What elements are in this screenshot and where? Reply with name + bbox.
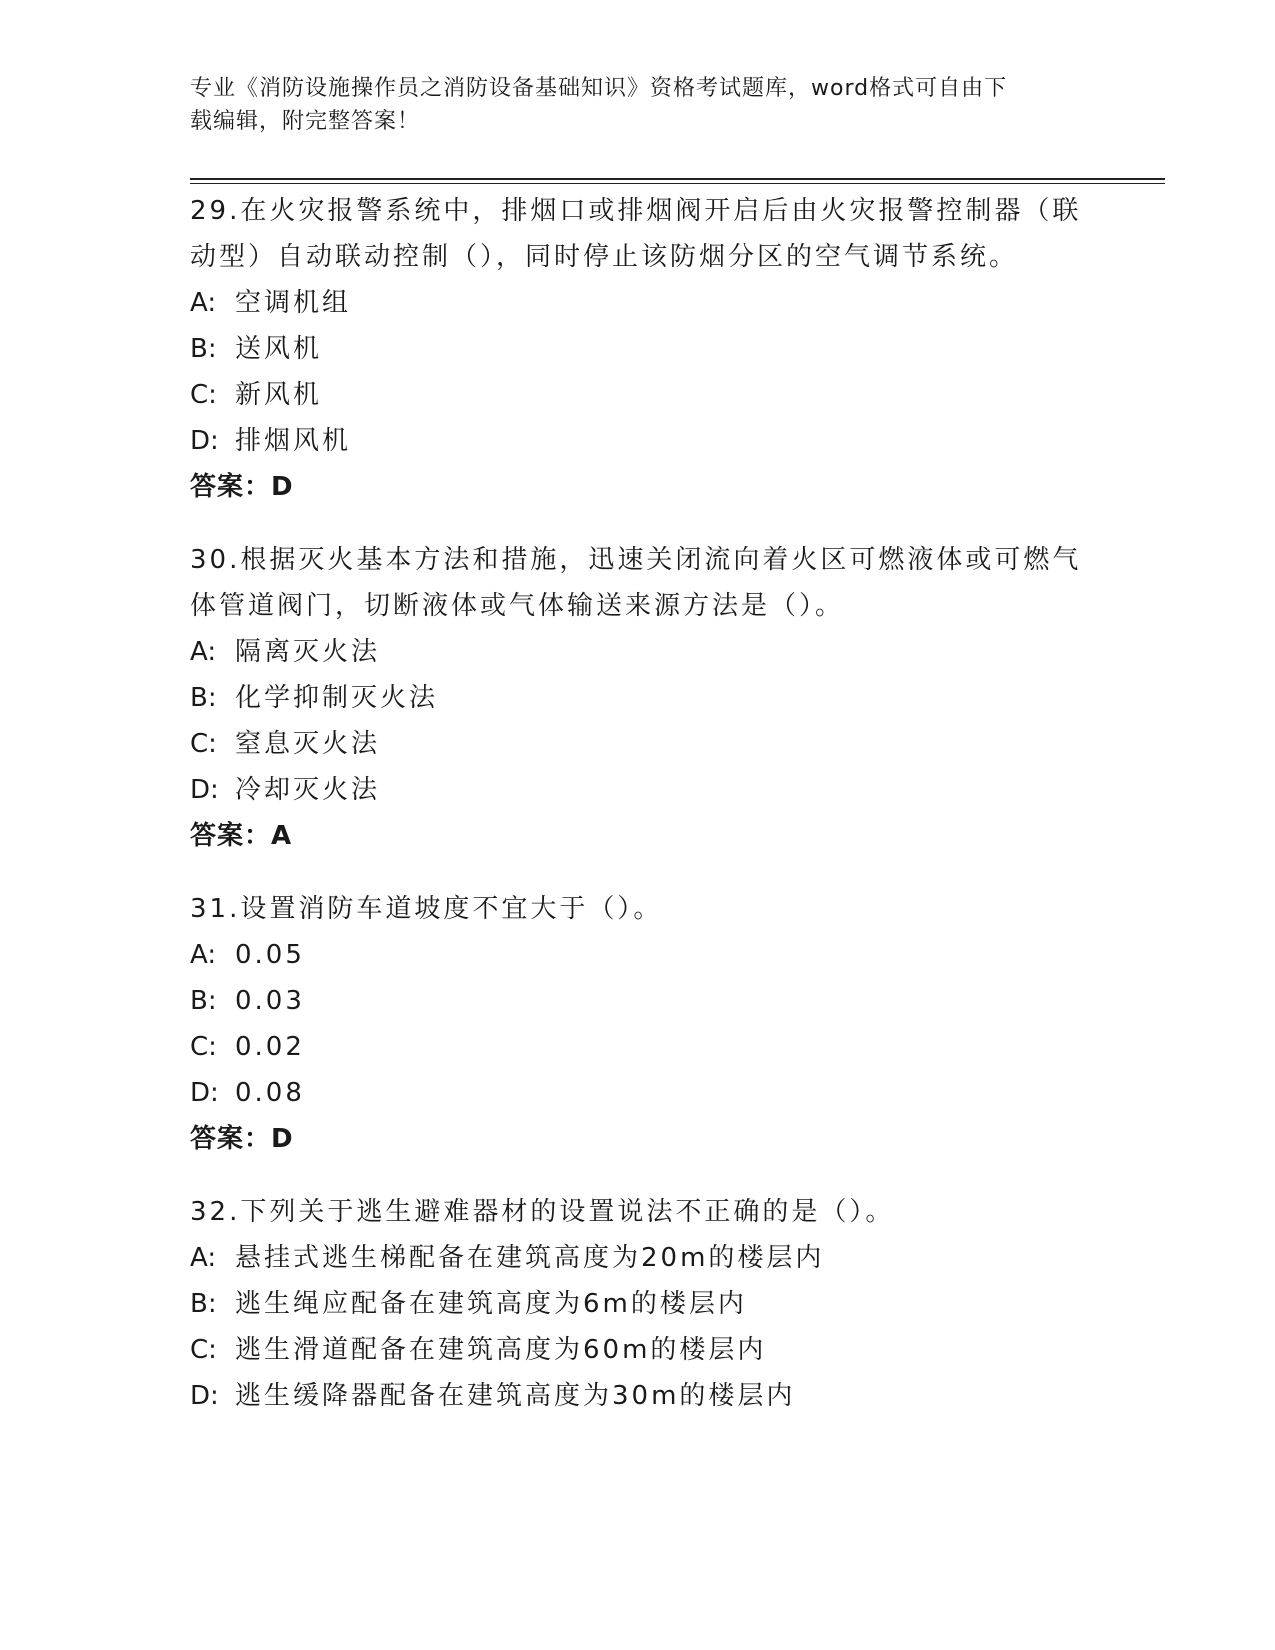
option-text: 逃生滑道配备在建筑高度为60m的楼层内 <box>235 1335 767 1365</box>
option-text: 0.03 <box>235 986 305 1016</box>
option-text: 逃生绳应配备在建筑高度为6m的楼层内 <box>235 1289 747 1319</box>
option-text: 逃生缓降器配备在建筑高度为30m的楼层内 <box>235 1381 796 1411</box>
option-text: 排烟风机 <box>235 426 352 456</box>
option-text: 隔离灭火法 <box>235 637 381 667</box>
option-key: A: <box>190 1243 217 1273</box>
question-stem-line: 体管道阀门，切断液体或气体输送来源方法是（）。 <box>190 591 845 621</box>
question-stem-line: 动型）自动联动控制（），同时停止该防烟分区的空气调节系统。 <box>190 242 1019 272</box>
option-b <box>190 978 1090 1024</box>
question-stem-line: 30.根据灭火基本方法和措施，迅速关闭流向着火区可燃液体或可燃气 <box>190 545 1082 575</box>
option-key: C: <box>190 729 217 759</box>
option-key: B: <box>190 334 217 364</box>
document-header <box>190 72 1070 138</box>
option-key: D: <box>190 426 219 456</box>
option-a <box>190 932 1090 978</box>
option-key: D: <box>190 1381 219 1411</box>
option-key: A: <box>190 940 217 970</box>
header-line-2: 载编辑，附完整答案！ <box>190 109 421 134</box>
option-key: B: <box>190 1289 217 1319</box>
option-a <box>190 1235 1090 1281</box>
option-text: 窒息灭火法 <box>235 729 381 759</box>
option-key: C: <box>190 380 217 410</box>
option-a <box>190 280 1090 326</box>
option-b <box>190 675 1090 721</box>
option-d <box>190 1373 1090 1419</box>
option-key: B: <box>190 683 217 713</box>
option-c <box>190 372 1090 418</box>
option-d <box>190 418 1090 464</box>
question-stem-line: 29.在火灾报警系统中，排烟口或排烟阀开启后由火灾报警控制器（联 <box>190 196 1082 226</box>
option-d <box>190 767 1090 813</box>
header-divider-bottom <box>190 183 1165 184</box>
question-stem-line: 31.设置消防车道坡度不宜大于（）。 <box>190 894 663 924</box>
option-key: A: <box>190 288 217 318</box>
answer-line: 答案：D <box>190 472 294 502</box>
option-text: 新风机 <box>235 380 323 410</box>
option-c <box>190 1024 1090 1070</box>
option-key: B: <box>190 986 217 1016</box>
question-30 <box>190 537 1090 859</box>
answer-line: 答案：D <box>190 1124 294 1154</box>
option-text: 0.08 <box>235 1078 305 1108</box>
option-text: 化学抑制灭火法 <box>235 683 439 713</box>
question-32 <box>190 1189 1090 1419</box>
header-divider-top <box>190 178 1165 180</box>
question-29 <box>190 188 1090 510</box>
option-d <box>190 1070 1090 1116</box>
option-key: C: <box>190 1335 217 1365</box>
option-b <box>190 326 1090 372</box>
answer-line: 答案：A <box>190 821 293 851</box>
option-c <box>190 1327 1090 1373</box>
question-31 <box>190 886 1090 1162</box>
option-key: D: <box>190 1078 219 1108</box>
option-text: 0.05 <box>235 940 305 970</box>
option-key: C: <box>190 1032 217 1062</box>
option-text: 空调机组 <box>235 288 352 318</box>
question-stem-line: 32.下列关于逃生避难器材的设置说法不正确的是（）。 <box>190 1197 895 1227</box>
option-key: A: <box>190 637 217 667</box>
option-text: 送风机 <box>235 334 323 364</box>
option-text: 冷却灭火法 <box>235 775 381 805</box>
header-line-1: 专业《消防设施操作员之消防设备基础知识》资格考试题库，word格式可自由下 <box>190 76 1008 101</box>
option-key: D: <box>190 775 219 805</box>
option-b <box>190 1281 1090 1327</box>
option-text: 悬挂式逃生梯配备在建筑高度为20m的楼层内 <box>235 1243 825 1273</box>
option-text: 0.02 <box>235 1032 305 1062</box>
question-list <box>190 188 1090 1446</box>
option-a <box>190 629 1090 675</box>
option-c <box>190 721 1090 767</box>
